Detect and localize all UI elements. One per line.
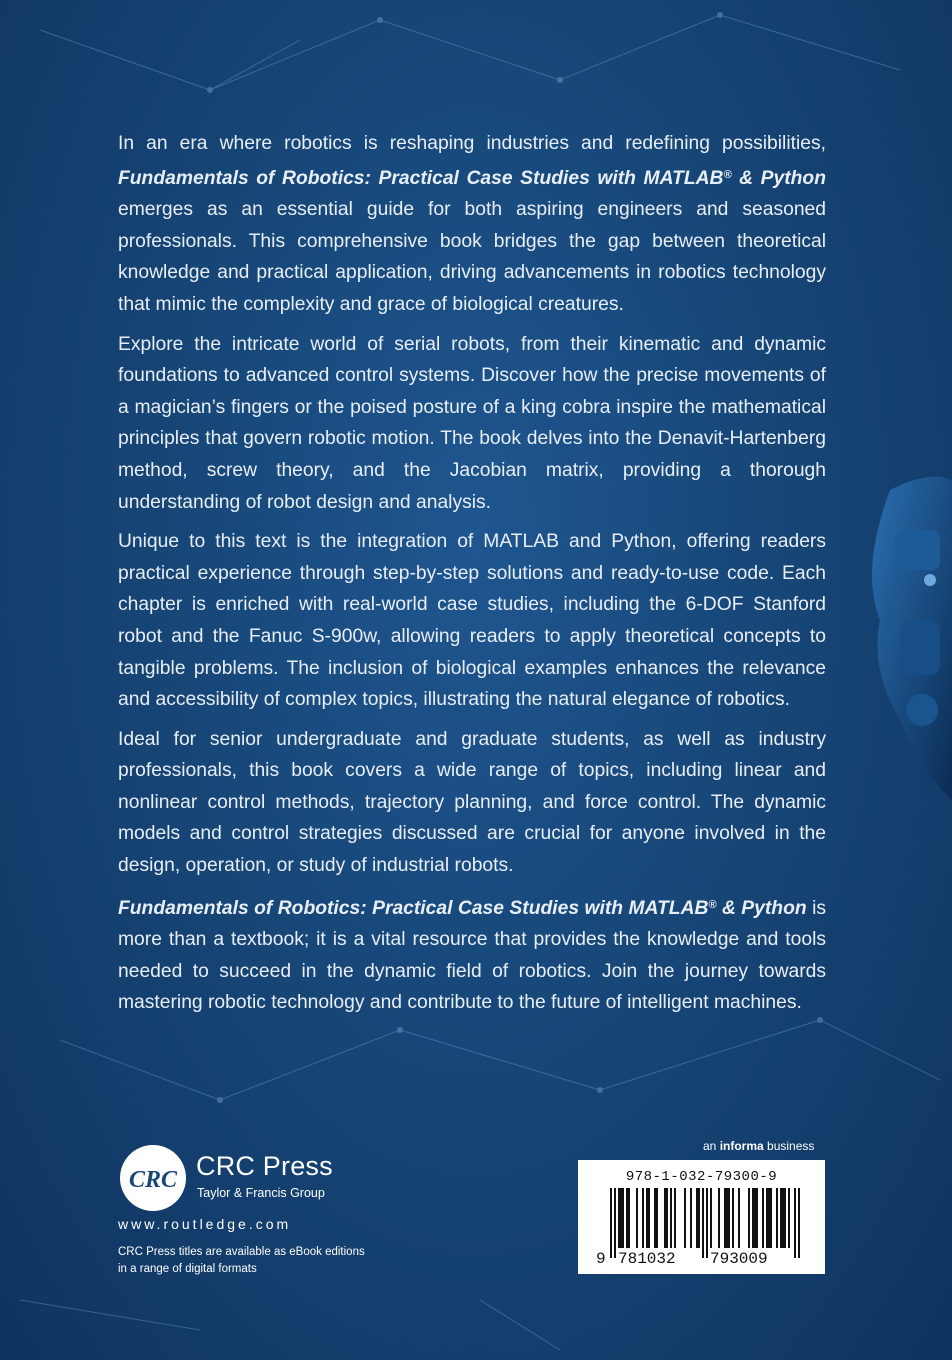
barcode-bar — [738, 1188, 740, 1248]
barcode-bar — [628, 1188, 630, 1248]
informa-brand: informa — [719, 1139, 764, 1153]
barcode-bar — [690, 1188, 692, 1248]
barcode-bar — [728, 1188, 730, 1248]
barcode-digit-lead: 9 — [596, 1250, 606, 1266]
barcode-bar — [648, 1188, 650, 1248]
barcode-bar — [756, 1188, 758, 1248]
book-title-1 — [118, 168, 826, 189]
barcode-bar — [766, 1188, 768, 1248]
barcode-bar — [788, 1188, 790, 1248]
barcode-bar — [702, 1188, 704, 1258]
barcode-bar — [666, 1188, 668, 1248]
publisher-url[interactable]: www.routledge.com — [118, 1216, 292, 1232]
barcode-bar — [748, 1188, 750, 1248]
barcode-bar — [762, 1188, 764, 1248]
barcode-bar — [718, 1188, 720, 1248]
barcode-bar — [664, 1188, 666, 1248]
book-title-1-main: Fundamentals of Robotics: Practical Case Studies with MATLAB — [118, 167, 724, 189]
isbn-number: 978-1-032-79300-9 — [625, 1169, 778, 1185]
p1-intro-text: In an era where robotics is reshaping industries and redefining possibilities, — [118, 133, 826, 154]
informa-business-tag — [703, 1139, 814, 1153]
paragraph-1 — [118, 128, 826, 321]
barcode-bar — [726, 1188, 728, 1248]
crc-logo-icon — [118, 1143, 188, 1213]
barcode-bar — [780, 1188, 782, 1248]
barcode-bar — [626, 1188, 628, 1248]
barcode-bar — [754, 1188, 756, 1248]
barcode-bar — [646, 1188, 648, 1248]
barcode-bar — [684, 1188, 686, 1248]
barcode-bar — [706, 1188, 708, 1258]
barcode-digits-right: 793009 — [710, 1250, 768, 1266]
book-title-2 — [118, 898, 807, 919]
barcode-bar — [794, 1188, 796, 1258]
barcode-bar — [798, 1188, 800, 1258]
ebook-note — [118, 1244, 418, 1278]
barcode-bar — [610, 1188, 612, 1258]
ebook-note-line-2: in a range of digital formats — [118, 1263, 257, 1275]
barcode-bar — [636, 1188, 638, 1248]
barcode-bars — [594, 1188, 813, 1266]
barcode-bar — [620, 1188, 622, 1248]
book-description — [118, 128, 826, 1027]
barcode-bar — [674, 1188, 676, 1248]
isbn-barcode — [578, 1160, 825, 1274]
ebook-note-line-1: CRC Press titles are available as eBook editions — [118, 1246, 365, 1258]
barcode-bar — [732, 1188, 734, 1248]
paragraph-4: Ideal for senior undergraduate and graduate students, as well as industry professionals, this book covers a wide range of topics, including linear and nonlinear control methods, trajectory planning, and force control. The dynamic models and control strategies discussed are crucial for anyone involved in the design, operation, or study of industrial robots. — [118, 728, 826, 877]
barcode-bar — [782, 1188, 784, 1248]
registered-mark-2: ® — [708, 898, 717, 911]
publisher-name: CRC Press — [196, 1151, 333, 1181]
book-title-2-end: & Python — [716, 897, 807, 919]
barcode-bar — [698, 1188, 700, 1248]
barcode-bar — [784, 1188, 786, 1248]
barcode-digits-left: 781032 — [618, 1250, 676, 1266]
informa-suffix: business — [763, 1139, 815, 1153]
paragraph-3: Unique to this text is the integration of MATLAB and Python, offering readers practical experience through step-by-step solutions and ready-to-use code. Each chapter is enriched with real-world case studies, including the 6-DOF Stanford robot and the Fanuc S-900w, allowing readers to apply theoretical concepts to tangible problems. The inclusion of biological examples enhances the relevance and accessibility of complex topics, illustrating the natural elegance of robotics. — [118, 531, 826, 711]
barcode-bar — [776, 1188, 778, 1248]
paragraph-2: Explore the intricate world of serial robots, from their kinematic and dynamic foundations to advanced control systems. Discover how the precise movements of a magician’s fingers or the poised posture of a king cobra inspire the mathematical principles that govern robotic motion. The book delves into the Denavit-Hartenberg method, screw theory, and the Jacobian matrix, providing a thorough understanding of robot design and analysis. — [118, 333, 826, 513]
publisher-group: Taylor & Francis Group — [197, 1186, 325, 1200]
barcode-bar — [670, 1188, 672, 1248]
barcode-bar — [752, 1188, 754, 1248]
barcode-bar — [642, 1188, 644, 1248]
p5-body-text: is more than a textbook; it is a vital resource that provides the knowledge and tools needed to succeed in the dynamic field of robotics. Join the journey towards mastering robotic technology and contribute to the future of intelligent machines. — [118, 897, 827, 1014]
barcode-bar — [614, 1188, 616, 1258]
paragraph-5 — [118, 890, 826, 1019]
barcode-bar — [656, 1188, 658, 1248]
robot-arm-illustration — [860, 470, 952, 800]
barcode-bar — [618, 1188, 620, 1248]
barcode-bar — [654, 1188, 656, 1248]
barcode-bar — [724, 1188, 726, 1248]
barcode-bar — [770, 1188, 772, 1248]
registered-mark-1: ® — [723, 168, 732, 181]
book-title-2-main: Fundamentals of Robotics: Practical Case Studies with MATLAB — [118, 897, 709, 919]
crc-logo-text: CRC — [128, 1167, 178, 1193]
barcode-bar — [768, 1188, 770, 1248]
barcode-bar — [622, 1188, 624, 1248]
p1-body-text: emerges as an essential guide for both aspiring engineers and seasoned professionals. This comprehensive book bridges the gap between theoretical knowledge and practical application, driving advancements in robotics technology that mimic the complexity and grace of biological creatures. — [118, 199, 826, 315]
barcode-bar — [696, 1188, 698, 1248]
book-title-1-end: & Python — [731, 167, 826, 189]
informa-prefix: an — [703, 1139, 720, 1153]
barcode-bar — [710, 1188, 712, 1248]
